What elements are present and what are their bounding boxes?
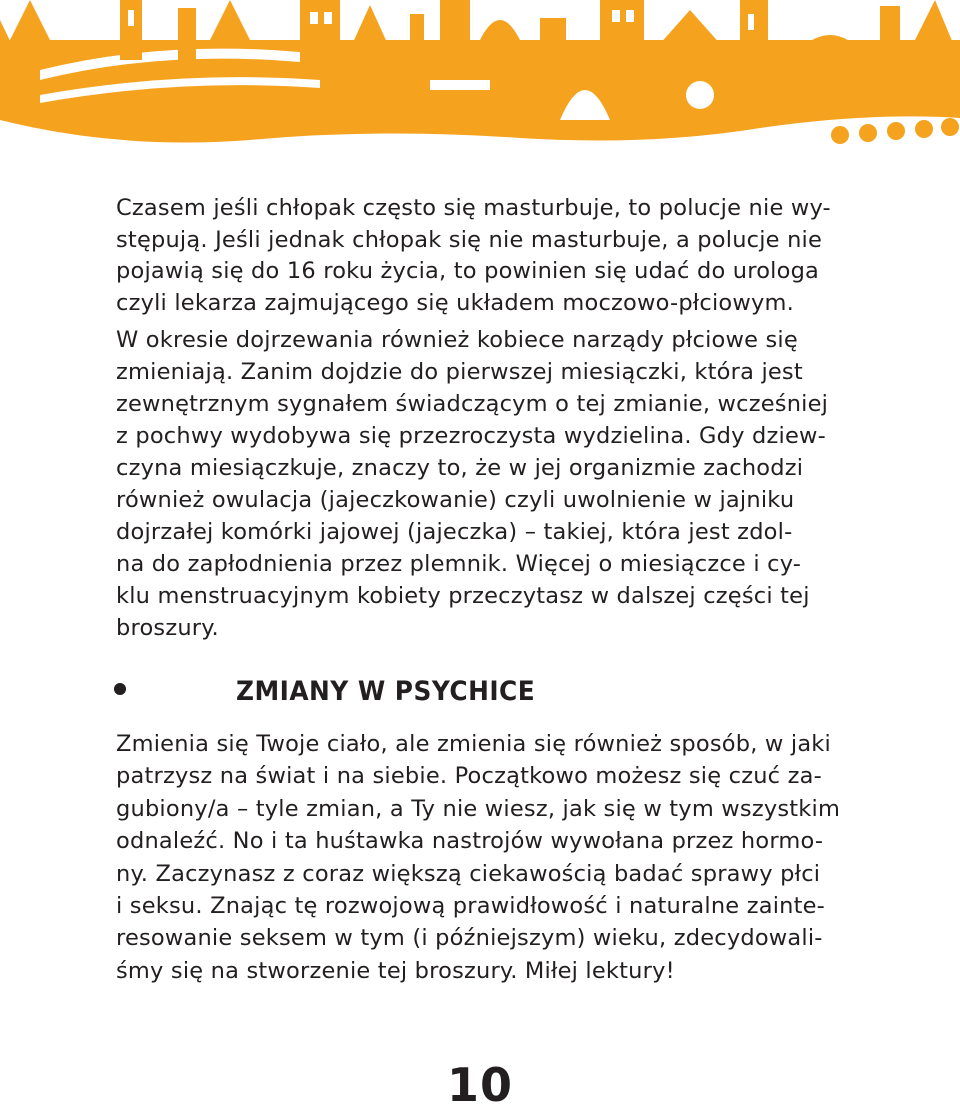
orange-cityscape-banner [0, 0, 960, 170]
psyche-paragraph: Zmienia się Twoje ciało, ale zmienia się również sposób, w jaki patrzysz na świat i na siebie. Początkowo możesz się czuć za- gubiony/a – tyle zmian, a Ty nie wiesz, jak się w tym wszystkim odnaleźć. No i ta huśtawka nastrojów wywołana przez hormo- ny. Zaczynasz z coraz większą ciekawością badać sprawy płci i seksu. Znając tę rozwojową prawidłowość i naturalne zainte- resowanie seksem w tym (i późniejszym) wieku, zdecydowali- śmy się na stworzenie tej broszury. Miłej lektury! [116, 731, 841, 984]
intro-paragraph-1: Czasem jeśli chłopak często się masturbuje, to polucje nie wy- stępują. Jeśli jednak chłopak się nie masturbuje, a polucje nie pojawią się do 16 roku życia, to powinien się udać do urologa czyli lekarza zajmującego się układem moczowo-płciowym. [116, 195, 831, 316]
intro-paragraph-2: W okresie dojrzewania również kobiece narządy płciowe się zmieniają. Zanim dojdzie do pierwszej miesiączki, która jest zewnętrznym sygnałem świadczącym o tej zmianie, wcześniej z pochwy wydobywa się przezroczysta wydzielina. Gdy dziew- czyna miesiączkuje, znaczy to, że w jej organizmie zachodzi również owulacja (jajeczkowanie) czyli uwolnienie w jajniku dojrzałej komórki jajowej (jajeczka) – takiej, która jest zdol- na do zapłodnienia przez plemnik. Więcej o miesiączce i cy- klu menstruacyjnym kobiety przeczytasz w dalszej części tej broszury. [116, 327, 829, 641]
page-number: 10 [446, 1058, 513, 1112]
bullet-icon [114, 683, 126, 695]
section-heading: ZMIANY W PSYCHICE [236, 676, 536, 707]
